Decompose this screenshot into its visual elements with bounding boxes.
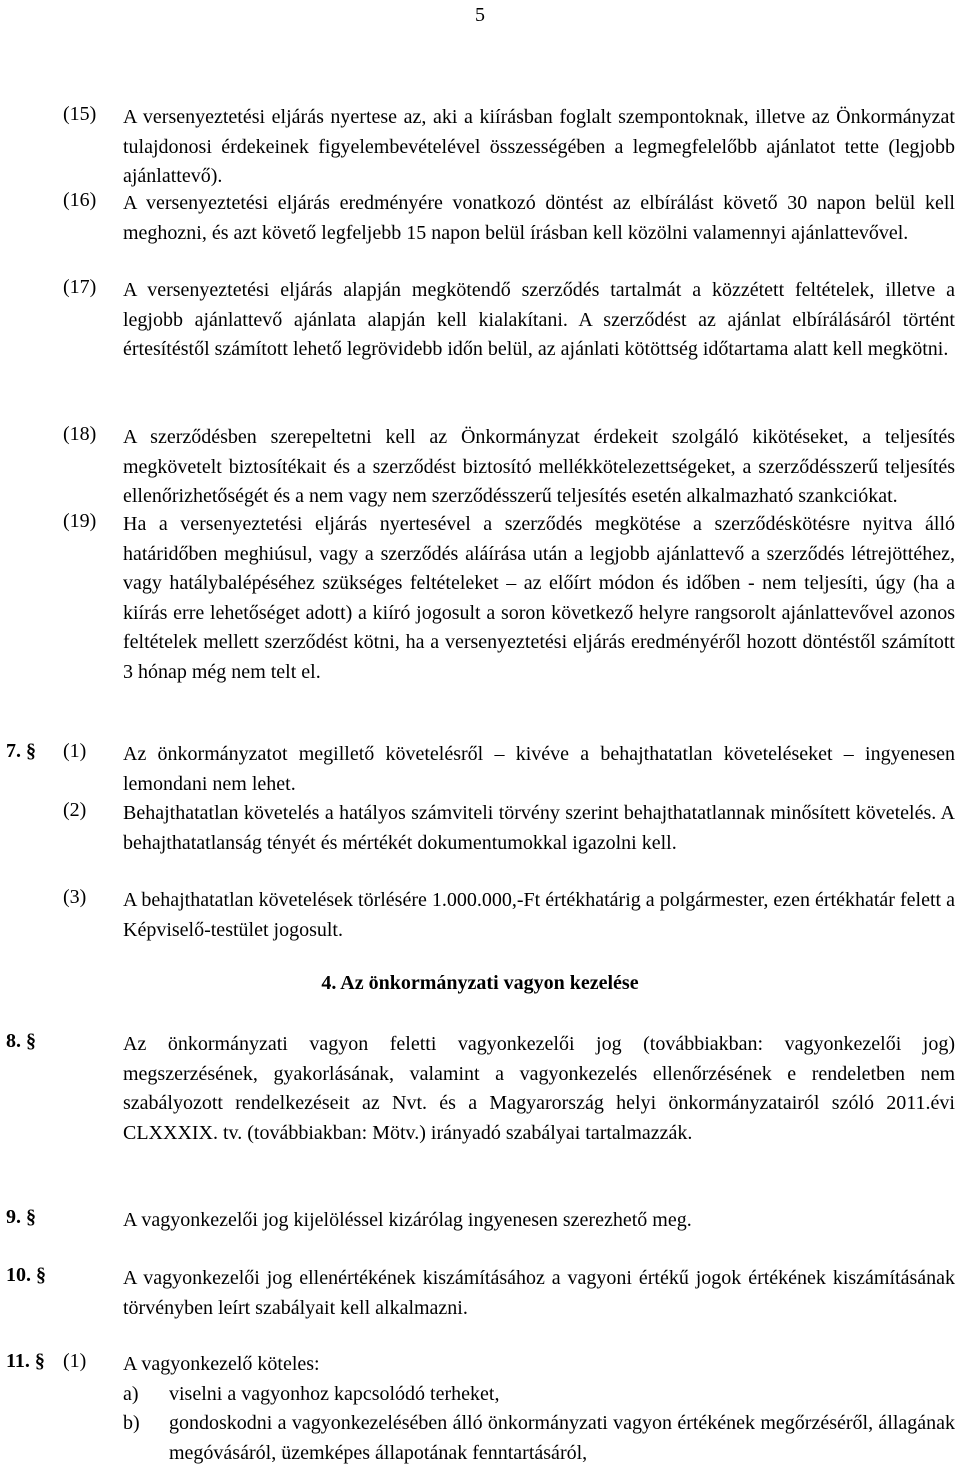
paragraph-17 [63,276,955,365]
page-number: 5 [475,4,485,26]
paragraph-18 [63,423,955,512]
section-7-item-2 [6,799,955,858]
list-text: viselni a vagyonhoz kapcsolódó terheket, [169,1382,500,1405]
paragraph-number: (16) [63,189,97,211]
section-7-item-3 [6,886,955,945]
paragraph-text: A versenyeztetési eljárás alapján megkötendő szerződés tartalmát a közzétett feltételek, illetve a legjobb ajánlattevő ajánlata alapján kell kialakítani. A szerződést az ajánlat elbírálásáról történt értesítéstől számított lehető legrövidebb időn belül, az ajánlati kötöttség időtartama alatt kell megkötni. [123,279,955,361]
section-label: 7. § [6,740,36,762]
paragraph-text: A versenyeztetési eljárás nyertese az, aki a kiírásban foglalt szempontoknak, illetve az Önkormányzat tulajdonosi érdekeinek figyelembevételével összességében a legmegfelelőbb ajánlatot tette (legjobb ajánlattevő). [123,106,955,188]
section-11 [6,1350,955,1468]
section-label: 8. § [6,1030,36,1052]
paragraph-text: A versenyeztetési eljárás eredményére vonatkozó döntést az elbírálást követő 30 napon belül kell meghozni, és azt követő legfeljebb 15 napon belül írásban kell közölni valamennyi ajánlattevővel. [123,192,955,244]
section-label: 11. § [6,1350,45,1372]
paragraph-number: (18) [63,423,97,445]
section-9 [6,1206,955,1236]
paragraph-text: A szerződésben szerepeltetni kell az Önkormányzat érdekeit szolgáló kikötéseket, a teljesítés megkövetelt biztosítékait és a szerződést biztosító mellékkötelezettségeket, a szerződésszerű teljesítés ellenőrizhetőségét és a nem vagy nem szerződésszerű teljesítés esetén alkalmazható szankciókat. [123,426,955,508]
list-item [123,1409,955,1468]
list-letter: a) [123,1382,139,1405]
paragraph-15 [63,103,955,192]
item-number: (1) [63,740,87,762]
paragraph-19 [63,510,955,688]
section-11-body [123,1350,955,1468]
list-letter: b) [123,1412,140,1435]
section-label: 10. § [6,1264,46,1286]
paragraph-number: (19) [63,510,97,532]
paragraph-text: Ha a versenyeztetési eljárás nyertesével a szerződés megkötése a szerződéskötésre nyitva álló határidőben meghiúsul, vagy a szerződés aláírása után a legjobb ajánlattevő a szerződés létrejöttéhez, vagy hatálybalépéséhez szükséges feltételeket – az előírt módon és időben - nem teljesíti, úgy (ha a kiírás erre lehetőséget adott) a kiíró jogosult a soron következő helyre rangsorolt ajánlattevővel azonos feltételek mellett szerződést kötni, ha a versenyeztetési eljárás eredményéről hozott döntéstől számított 3 hónap még nem telt el. [123,513,955,683]
paragraph-number: (15) [63,103,97,125]
section-10 [6,1264,955,1323]
section-text: Az önkormányzati vagyon feletti vagyonkezelői jog (továbbiakban: vagyonkezelői jog) megszerzésének, gyakorlásának, valamint a vagyonkezelés ellenőrzésének e rendeletben nem szabályozott rendelkezéseit az Nvt. és a Magyarország helyi önkormányzatairól szóló 2011.évi CLXXXIX. tv. (továbbiakban: Mötv.) irányadó szabályai tartalmazzák. [123,1033,955,1144]
item-number: (3) [63,886,87,908]
list-item [123,1380,955,1410]
item-text: Az önkormányzatot megillető követelésről – kivéve a behajthatatlan követeléseket – ingyenesen lemondani nem lehet. [123,743,955,795]
section-7-item-1 [6,740,955,799]
paragraph-number: (17) [63,276,97,298]
section-label: 9. § [6,1206,36,1228]
section-intro: A vagyonkezelő köteles: [123,1353,320,1375]
paragraph-16 [63,189,955,248]
item-text: A behajthatatlan követelések törlésére 1.000.000,-Ft értékhatárig a polgármester, ezen értékhatár felett a Képviselő-testület jogosult. [123,889,955,941]
chapter-heading: 4. Az önkormányzati vagyon kezelése [321,972,639,994]
section-text: A vagyonkezelői jog kijelöléssel kizárólag ingyenesen szerezhető meg. [123,1209,692,1231]
section-8 [6,1030,955,1148]
list-text: gondoskodni a vagyonkezelésében álló önkormányzati vagyon értékének megőrzéséről, állagának megóvásáról, üzemképes állapotának fenntartásáról, [169,1412,955,1464]
item-number: (1) [63,1350,87,1372]
section-text: A vagyonkezelői jog ellenértékének kiszámításához a vagyoni értékű jogok értékének kiszámításának törvényben leírt szabályait kell alkalmazni. [123,1267,955,1319]
item-text: Behajthatatlan követelés a hatályos számviteli törvény szerint behajthatatlannak minősített követelés. A behajthatatlanság tényét és mértékét dokumentumokkal igazolni kell. [123,802,955,854]
item-number: (2) [63,799,87,821]
